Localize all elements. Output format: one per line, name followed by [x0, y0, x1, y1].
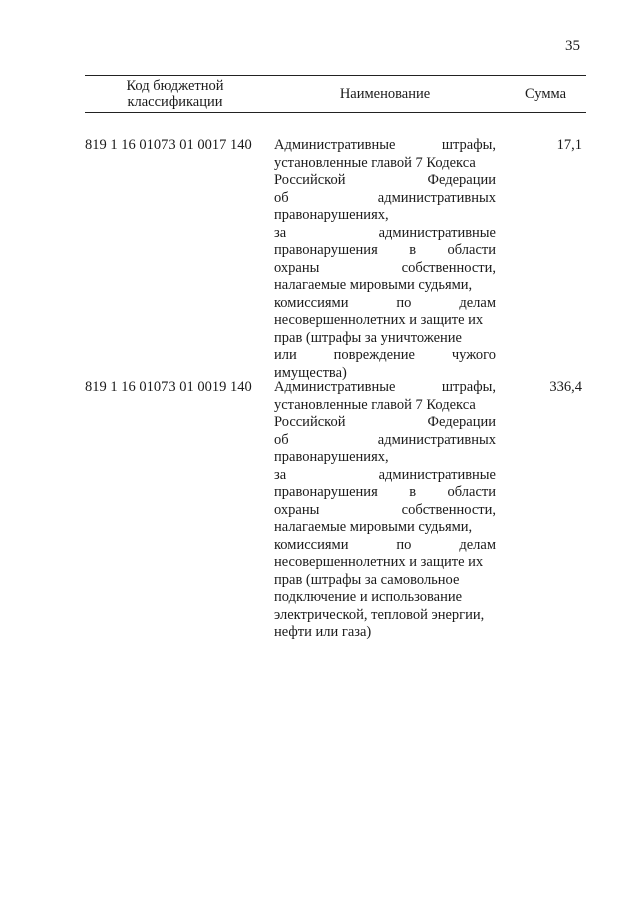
name-text-line [274, 190, 496, 208]
name-text-word: об [274, 189, 289, 206]
name-text-word: за [274, 466, 287, 483]
name-text-word: Административные [274, 379, 396, 395]
name-text-word: прав (штрафы за уничтожение [274, 329, 462, 346]
name-text-line [274, 519, 496, 537]
name-text-word: за [274, 224, 287, 241]
name-text-word: в [409, 484, 417, 500]
name-text-word: комиссиями [274, 294, 349, 311]
name-text-word: административные [378, 466, 496, 483]
header-code-line1: Код бюджетной [126, 78, 224, 94]
name-text-word: электрической, тепловой энергии, [274, 606, 485, 623]
name-text-word: охраны [274, 259, 320, 276]
name-text-word: несовершеннолетних и защите их [274, 554, 484, 570]
name-text-word: Российской [274, 414, 346, 430]
name-text-word: в [409, 242, 417, 258]
name-text-word: подключение и использование [274, 589, 463, 605]
name-text-line [274, 397, 496, 415]
name-text-line [274, 484, 496, 502]
name-text-word: правонарушения [274, 242, 378, 258]
name-text-line [274, 347, 496, 365]
header-name: Наименование [339, 86, 431, 102]
header-code-line2: классификации [127, 94, 223, 110]
row-code: 819 1 16 01073 01 0017 140 [85, 137, 252, 153]
name-text-line [274, 295, 496, 313]
name-text-word: правонарушения [274, 484, 378, 500]
name-text-word: Российской [274, 172, 346, 188]
page-number: 35 [565, 38, 580, 54]
name-text-line [274, 449, 496, 467]
name-text-line [274, 225, 496, 243]
name-text-line [274, 414, 496, 432]
name-text-word: собственности, [401, 259, 496, 276]
name-text-word: штрафы, [441, 379, 496, 395]
name-text-word: штрафы, [441, 137, 496, 153]
name-text-word: области [447, 484, 496, 500]
name-text-word: чужого [451, 347, 496, 363]
row-sum: 17,1 [556, 137, 582, 153]
name-text-line [274, 277, 496, 295]
name-text-word: области [447, 242, 496, 258]
name-text-line [274, 242, 496, 260]
name-text-word: нефти или газа) [274, 624, 372, 640]
name-text-word: охраны [274, 501, 320, 518]
name-text-word: собственности, [401, 501, 496, 518]
name-text-line [274, 554, 496, 572]
name-text-word: делам [459, 294, 496, 311]
name-text-word: по [396, 536, 412, 553]
name-text-word: административных [377, 431, 496, 448]
header-sum: Сумма [524, 86, 567, 102]
row-sum: 336,4 [549, 379, 582, 395]
row-code: 819 1 16 01073 01 0019 140 [85, 379, 252, 395]
name-text-line [274, 624, 496, 642]
name-text-line [274, 172, 496, 190]
name-text-word: по [396, 294, 412, 311]
name-text-word: налагаемые мировыми судьями, [274, 277, 473, 293]
name-text-word: правонарушениях, [274, 449, 389, 465]
name-text-line [274, 467, 496, 485]
name-text-line [274, 207, 496, 225]
name-text-word: прав (штрафы за самовольное [274, 571, 460, 588]
header-code [85, 78, 265, 110]
name-text-word: делам [459, 536, 496, 553]
name-text-line [274, 572, 496, 590]
name-text-word: Федерации [427, 172, 496, 188]
name-text-word: налагаемые мировыми судьями, [274, 519, 473, 535]
row-name [274, 379, 496, 642]
name-text-line [274, 537, 496, 555]
name-text-word: административных [377, 189, 496, 206]
name-text-word: несовершеннолетних и защите их [274, 312, 484, 328]
name-text-line [274, 432, 496, 450]
name-text-word: повреждение [333, 347, 415, 363]
table-top-rule [85, 75, 586, 76]
name-text-line [274, 379, 496, 397]
name-text-word: установленные главой 7 Кодекса [274, 154, 476, 171]
name-text-line [274, 155, 496, 173]
row-name [274, 137, 496, 382]
name-text-line [274, 137, 496, 155]
name-text-word: об [274, 431, 289, 448]
name-text-word: комиссиями [274, 536, 349, 553]
name-text-line [274, 502, 496, 520]
name-text-word: административные [378, 224, 496, 241]
name-text-line [274, 607, 496, 625]
name-text-word: имущества) [274, 364, 347, 381]
name-text-line [274, 260, 496, 278]
table-header-rule [85, 112, 586, 113]
name-text-word: Административные [274, 137, 396, 153]
name-text-word: Федерации [427, 414, 496, 430]
name-text-word: установленные главой 7 Кодекса [274, 396, 476, 413]
name-text-word: правонарушениях, [274, 207, 389, 223]
name-text-line [274, 330, 496, 348]
name-text-word: или [274, 347, 297, 363]
name-text-line [274, 312, 496, 330]
name-text-line [274, 589, 496, 607]
